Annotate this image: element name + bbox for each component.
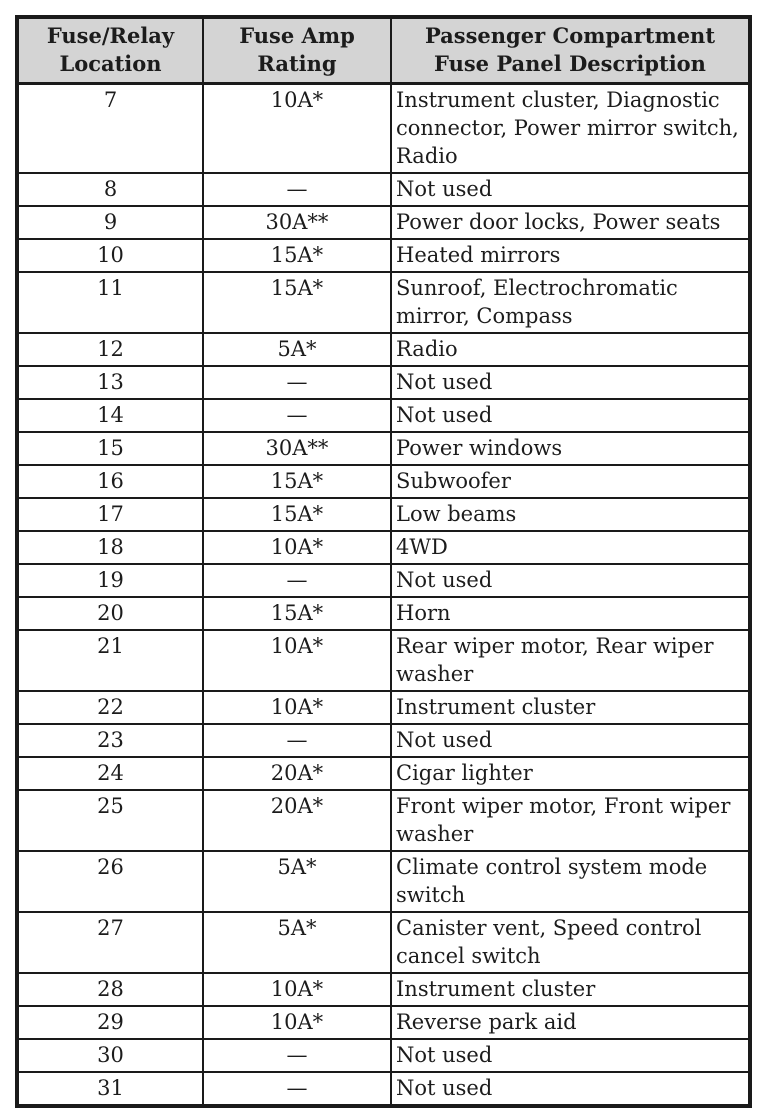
header-fuse-amp-rating: Fuse Amp Rating bbox=[203, 17, 391, 84]
fuse-rating-cell: 5A* bbox=[203, 851, 391, 912]
table-row bbox=[17, 564, 750, 597]
fuse-rating-cell: — bbox=[203, 564, 391, 597]
fuse-location-cell: 23 bbox=[17, 724, 203, 757]
fuse-description-cell: Subwoofer bbox=[391, 465, 750, 498]
fuse-location-cell: 27 bbox=[17, 912, 203, 973]
table-row bbox=[17, 432, 750, 465]
fuse-description-cell: Not used bbox=[391, 1072, 750, 1106]
fuse-rating-cell: 10A* bbox=[203, 630, 391, 691]
fuse-location-cell: 21 bbox=[17, 630, 203, 691]
fuse-description-cell: Not used bbox=[391, 173, 750, 206]
fuse-location-cell: 11 bbox=[17, 272, 203, 333]
fuse-rating-cell: — bbox=[203, 1039, 391, 1072]
fuse-description-cell: Power door locks, Power seats bbox=[391, 206, 750, 239]
fuse-location-cell: 12 bbox=[17, 333, 203, 366]
table-row bbox=[17, 1006, 750, 1039]
fuse-rating-cell: — bbox=[203, 366, 391, 399]
table-row bbox=[17, 465, 750, 498]
fuse-location-cell: 25 bbox=[17, 790, 203, 851]
fuse-rating-cell: 15A* bbox=[203, 597, 391, 630]
fuse-description-cell: Not used bbox=[391, 564, 750, 597]
fuse-description-cell: Climate control system mode switch bbox=[391, 851, 750, 912]
table-row bbox=[17, 790, 750, 851]
fuse-rating-cell: 10A* bbox=[203, 84, 391, 174]
fuse-rating-cell: 15A* bbox=[203, 498, 391, 531]
fuse-rating-cell: 15A* bbox=[203, 465, 391, 498]
fuse-rating-cell: 5A* bbox=[203, 912, 391, 973]
table-row bbox=[17, 84, 750, 174]
fuse-rating-cell: 15A* bbox=[203, 272, 391, 333]
fuse-description-cell: Canister vent, Speed control cancel switch bbox=[391, 912, 750, 973]
table-row bbox=[17, 366, 750, 399]
fuse-location-cell: 29 bbox=[17, 1006, 203, 1039]
table-row bbox=[17, 333, 750, 366]
fuse-location-cell: 17 bbox=[17, 498, 203, 531]
fuse-location-cell: 7 bbox=[17, 84, 203, 174]
table-row bbox=[17, 1072, 750, 1106]
table-row bbox=[17, 206, 750, 239]
fuse-description-cell: Cigar lighter bbox=[391, 757, 750, 790]
fuse-description-cell: Instrument cluster, Diagnostic connector, Power mirror switch, Radio bbox=[391, 84, 750, 174]
header-fuse-relay-location: Fuse/Relay Location bbox=[17, 17, 203, 84]
fuse-location-cell: 31 bbox=[17, 1072, 203, 1106]
fuse-description-cell: Not used bbox=[391, 399, 750, 432]
fuse-location-cell: 9 bbox=[17, 206, 203, 239]
table-row bbox=[17, 757, 750, 790]
table-row bbox=[17, 851, 750, 912]
fuse-location-cell: 24 bbox=[17, 757, 203, 790]
fuse-location-cell: 28 bbox=[17, 973, 203, 1006]
table-row bbox=[17, 239, 750, 272]
fuse-location-cell: 13 bbox=[17, 366, 203, 399]
fuse-description-cell: Reverse park aid bbox=[391, 1006, 750, 1039]
fuse-description-cell: Low beams bbox=[391, 498, 750, 531]
fuse-description-cell: Horn bbox=[391, 597, 750, 630]
table-row bbox=[17, 498, 750, 531]
fuse-description-cell: Instrument cluster bbox=[391, 691, 750, 724]
fuse-rating-cell: 10A* bbox=[203, 973, 391, 1006]
fuse-location-cell: 15 bbox=[17, 432, 203, 465]
table-row bbox=[17, 691, 750, 724]
fuse-location-cell: 18 bbox=[17, 531, 203, 564]
fuse-rating-cell: — bbox=[203, 399, 391, 432]
table-row bbox=[17, 597, 750, 630]
table-row bbox=[17, 531, 750, 564]
fuse-rating-cell: 15A* bbox=[203, 239, 391, 272]
table-row bbox=[17, 399, 750, 432]
fuse-location-cell: 10 bbox=[17, 239, 203, 272]
header-panel-description: Passenger Compartment Fuse Panel Description bbox=[391, 17, 750, 84]
fuse-description-cell: Rear wiper motor, Rear wiper washer bbox=[391, 630, 750, 691]
table-row bbox=[17, 724, 750, 757]
fuse-description-cell: 4WD bbox=[391, 531, 750, 564]
fuse-description-cell: Not used bbox=[391, 1039, 750, 1072]
table-row bbox=[17, 272, 750, 333]
fuse-panel-table bbox=[15, 15, 752, 1108]
fuse-location-cell: 20 bbox=[17, 597, 203, 630]
fuse-rating-cell: — bbox=[203, 173, 391, 206]
fuse-location-cell: 26 bbox=[17, 851, 203, 912]
fuse-rating-cell: 30A** bbox=[203, 432, 391, 465]
table-row bbox=[17, 173, 750, 206]
fuse-location-cell: 30 bbox=[17, 1039, 203, 1072]
fuse-rating-cell: — bbox=[203, 724, 391, 757]
fuse-description-cell: Front wiper motor, Front wiper washer bbox=[391, 790, 750, 851]
table-row bbox=[17, 973, 750, 1006]
fuse-location-cell: 22 bbox=[17, 691, 203, 724]
fuse-rating-cell: 10A* bbox=[203, 691, 391, 724]
fuse-location-cell: 19 bbox=[17, 564, 203, 597]
fuse-rating-cell: 20A* bbox=[203, 757, 391, 790]
fuse-description-cell: Instrument cluster bbox=[391, 973, 750, 1006]
fuse-rating-cell: — bbox=[203, 1072, 391, 1106]
fuse-location-cell: 16 bbox=[17, 465, 203, 498]
table-row bbox=[17, 630, 750, 691]
fuse-rating-cell: 5A* bbox=[203, 333, 391, 366]
fuse-rating-cell: 20A* bbox=[203, 790, 391, 851]
fuse-rating-cell: 10A* bbox=[203, 1006, 391, 1039]
fuse-location-cell: 14 bbox=[17, 399, 203, 432]
fuse-rating-cell: 10A* bbox=[203, 531, 391, 564]
fuse-location-cell: 8 bbox=[17, 173, 203, 206]
fuse-description-cell: Not used bbox=[391, 366, 750, 399]
table-row bbox=[17, 1039, 750, 1072]
table-header-row bbox=[17, 17, 750, 84]
fuse-rating-cell: 30A** bbox=[203, 206, 391, 239]
fuse-description-cell: Sunroof, Electrochromatic mirror, Compass bbox=[391, 272, 750, 333]
table-row bbox=[17, 912, 750, 973]
fuse-description-cell: Heated mirrors bbox=[391, 239, 750, 272]
fuse-description-cell: Not used bbox=[391, 724, 750, 757]
fuse-description-cell: Radio bbox=[391, 333, 750, 366]
fuse-description-cell: Power windows bbox=[391, 432, 750, 465]
